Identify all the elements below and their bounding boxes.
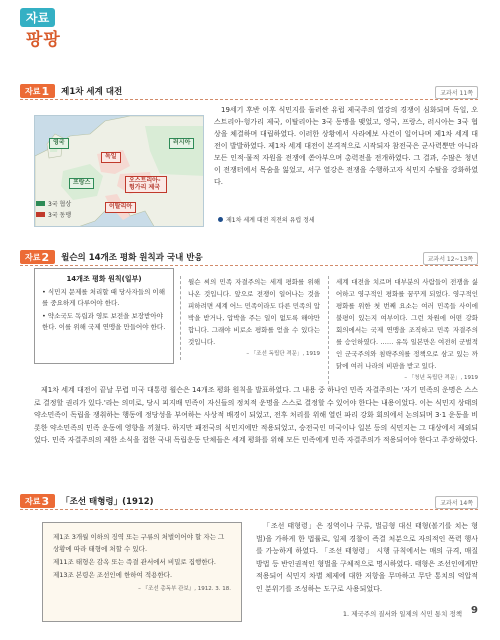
chapter-footer: 1. 제국주의 질서와 일제의 식민 통치 정책 (342, 610, 462, 618)
decree-article: 제1조 3개월 이하의 징역 또는 구류의 처벌이어야 할 자는 그 상황에 따라 태형에 처할 수 있다. (53, 533, 225, 553)
section2-divider (20, 265, 478, 266)
section1-badge: 자료 1 (20, 84, 55, 98)
decree-article: 제13조 본령은 조선인에 한하여 적용한다. (53, 571, 173, 579)
section3-header (20, 492, 154, 510)
country-austria-hungary: 오스트리아-헝가리 제국 (125, 176, 167, 193)
fourteen-points-heading: 14개조 평화 원칙(일부) (66, 275, 142, 283)
whipping-decree-box (42, 522, 242, 622)
legend-entente-swatch (36, 201, 45, 206)
section2-title: 윌슨의 14개조 평화 원칙과 국내 반응 (61, 253, 203, 263)
legend-entente: 3국 협상 (48, 201, 72, 208)
country-france: 프랑스 (69, 178, 94, 189)
list-item: • 식민지 문제를 처리할 때 당사자들의 이해를 중요하게 다루어야 한다. (42, 288, 165, 307)
map-legend (36, 199, 71, 221)
page-number: 9 (471, 605, 478, 616)
section2-badge: 자료 2 (20, 250, 55, 264)
quote-2 (328, 276, 478, 384)
quote-1-source: – 「조선 독립단 격문」, 1919 (246, 351, 320, 357)
section3-badge: 자료 3 (20, 494, 55, 508)
country-germany: 독일 (101, 152, 121, 163)
legend-alliance-swatch (36, 212, 45, 217)
section2-header (20, 248, 203, 266)
fourteen-points-box (34, 268, 174, 364)
section2-ref: 교과서 12~13쪽 (423, 252, 478, 265)
decree-article: 제11조 태형은 감옥 또는 즉결 관서에서 비밀로 집행한다. (53, 558, 216, 566)
section1-divider (20, 99, 478, 100)
section3-text: 「조선 태형령」은 징역이나 구류, 벌금형 대신 태형(볼기를 치는 형벌)을 가하게 한 법률로, 일제 경찰이 즉결 처분으로 자의적인 폭력 행사를 가능하게 하였다. 「조선 태형령」 시행 규칙에서는 매의 규격, 매질 방법 등 반인권적인 형벌을 구체적으로 명시하였다. 태형은 조선인에게만 적용되어 식민지 차별 체제에 대한 저항을 무마하고 무단 통치의 억압적인 분위기를 조성하는 도구로 사용되었다. (256, 522, 478, 593)
quote-2-source: – 「청년 독립단 격문」, 1919 (404, 375, 478, 381)
section1-title: 제1차 세계 대전 (61, 87, 123, 97)
country-russia: 러시아 (169, 138, 194, 149)
country-italy: 이탈리아 (105, 202, 136, 213)
logo-bottom-text: 팡팡 (26, 30, 61, 50)
section1-ref: 교과서 11쪽 (435, 86, 478, 99)
logo-top-text: 자료 (20, 8, 55, 27)
decree-source: – 『조선 총독부 관보』, 1912. 3. 18. (138, 586, 231, 592)
section3-title: 「조선 태형령」(1912) (61, 497, 154, 507)
section2-text: 제1차 세계 대전이 끝날 무렵 미국 대통령 윌슨은 14개조 평화 원칙을 발표하였다. 그 내용 중 하나인 민족 자결주의는 '자기 민족의 운명은 스스로 결정할 권리가 있다.'라는 의미로, 당시 피지배 민족이 자신들의 정치적 운명을 스스로 결정할 수 있어야 한다는 내용이었다. 이는 식민지 상태의 약소민족이 독립을 쟁취하는 행동에 정당성을 부여하는 사상적 배경이 되었고, 전후 처리를 위해 열린 파리 강화 회의에서 논의되며 3·1 운동을 비롯한 약소민족의 민족 운동에 영향을 끼쳤다. 하지만 패전국의 식민지에만 적용되었고, 승전국인 미국이나 일본 등의 식민지는 그 대상에서 제외되었다. 민족 자결주의의 제한 소식을 접한 국내 독립운동 단체들은 세계 평화를 위해 모든 민족에게 민족 자결주의가 적용되어야 한다고 주장하였다. (34, 386, 478, 444)
legend-alliance: 3국 동맹 (48, 212, 72, 219)
map-caption: 제1차 세계 대전 직전의 유럽 정세 (218, 215, 315, 224)
quote-1-text: 윌슨 씨의 민족 자결주의는 세계 평화를 위해 나온 것입니다. 앞으로 전쟁이 일어나는 것을 피하려면 세계 어느 민족이라도 다른 민족의 압박을 받거나, 압박을 주는 일이 없도록 해야만 합니다. 그래야 비로소 평화를 얻을 수 있다는 것입니다. (188, 278, 320, 346)
country-uk: 영국 (49, 138, 69, 149)
quote-1 (180, 276, 320, 360)
section1-header (20, 82, 122, 100)
section1-text: 19세기 후반 이후 식민지를 둘러싼 유럽 제국주의 열강의 경쟁이 심화되며 독일, 오스트리아-헝가리 제국, 이탈리아는 3국 동맹을 맺었고, 영국, 프랑스, 러시아는 3국 협상을 체결하며 대립하였다. 이러한 상황에서 사라예보 사건이 일어나며 제1차 세계 대전이 발발하였다. 제1차 세계 대전이 본격적으로 시작되자 참전국은 군사력뿐만 아니라 모든 인적·물적 자원을 전쟁에 쏟아부으며 총력전을 전개하였다. 그 결과, 수많은 청년이 전쟁터에서 목숨을 잃었고, 서구 열강은 전쟁을 수행하고자 식민지 수탈을 강화하였다. (214, 106, 478, 186)
list-item: • 약소국도 독립과 영토 보전을 보장받아야 한다. 이를 위해 국제 연맹을 만들어야 한다. (42, 312, 166, 331)
quote-2-text: 세계 대전을 치르며 대부분의 사람들이 전쟁을 싫어하고 영구적인 평화를 꿈꾸게 되었다. 영구적인 평화를 위한 첫 번째 요소는 여러 민족들 사이에 불평이 있는지 여부이다. 그런 차원에 어떤 강화 회의에서는 국제 연맹을 조직하고 민족 자결주의를 승인하였다. …… 유독 일본만은 여전히 군벌적인 군국주의와 침략주의를 정책으로 삼고 있는 까닭에 여러 나라의 비판을 받고 있다. (336, 278, 478, 370)
logo (14, 8, 74, 48)
section3-ref: 교과서 14쪽 (435, 496, 478, 509)
section3-divider (20, 509, 478, 510)
bullet-icon (218, 217, 223, 222)
